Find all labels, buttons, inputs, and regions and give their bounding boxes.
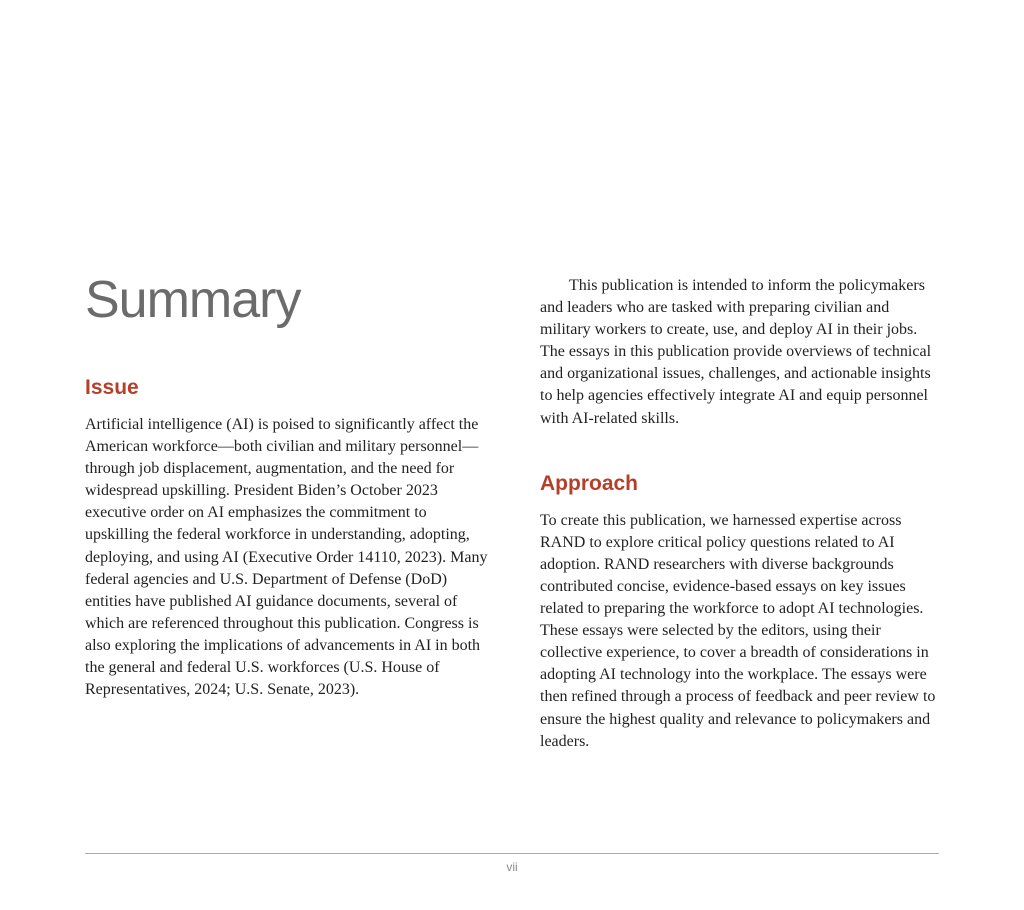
approach-paragraph: To create this publication, we harnessed expertise across RAND to explore critical policy questions related to AI adoption. RAND researchers with diverse backgrounds contributed concise, evidence-based essays on key issues related to preparing the workforce to adopt AI technologies. These essays were selected by the editors, using their collective experience, to cover a breadth of considerations in adopting AI technology into the workplace. The essays were then refined through a process of feedback and peer review to ensure the highest quality and relevance to policymakers and leaders. xyxy=(540,511,936,750)
approach-heading: Approach xyxy=(540,471,639,495)
issue-paragraph: Artificial intelligence (AI) is poised to significantly affect the American workforce—both civilian and military personnel—through job displacement, augmentation, and the need for widespread upskilling. President Biden’s October 2023 executive order on AI emphasizes the commitment to upskilling the federal workforce in understanding, adopting, deploying, and using AI (Executive Order 14110, 2023). Many federal agencies and U.S. Department of Defense (DoD) entities have published AI guidance documents, several of which are referenced throughout this publication. Congress is also exploring the implications of advancements in AI in both the general and federal U.S. workforces (U.S. House of Representatives, 2024; U.S. Senate, 2023). xyxy=(85,416,488,699)
page-title: Summary xyxy=(85,271,301,329)
issue-heading: Issue xyxy=(85,376,139,399)
right-column xyxy=(540,275,940,753)
page-number: vii xyxy=(506,860,518,874)
intro-paragraph: This publication is intended to inform the policymakers and leaders who are tasked with preparing civilian and military workers to create, use, and deploy AI in their jobs. The essays in this publication provide overviews of technical and organizational issues, challenges, and actionable insights to help agencies effectively integrate AI and equip personnel with AI-related skills. xyxy=(540,277,932,427)
left-column xyxy=(85,268,490,701)
footer-divider xyxy=(85,853,939,854)
